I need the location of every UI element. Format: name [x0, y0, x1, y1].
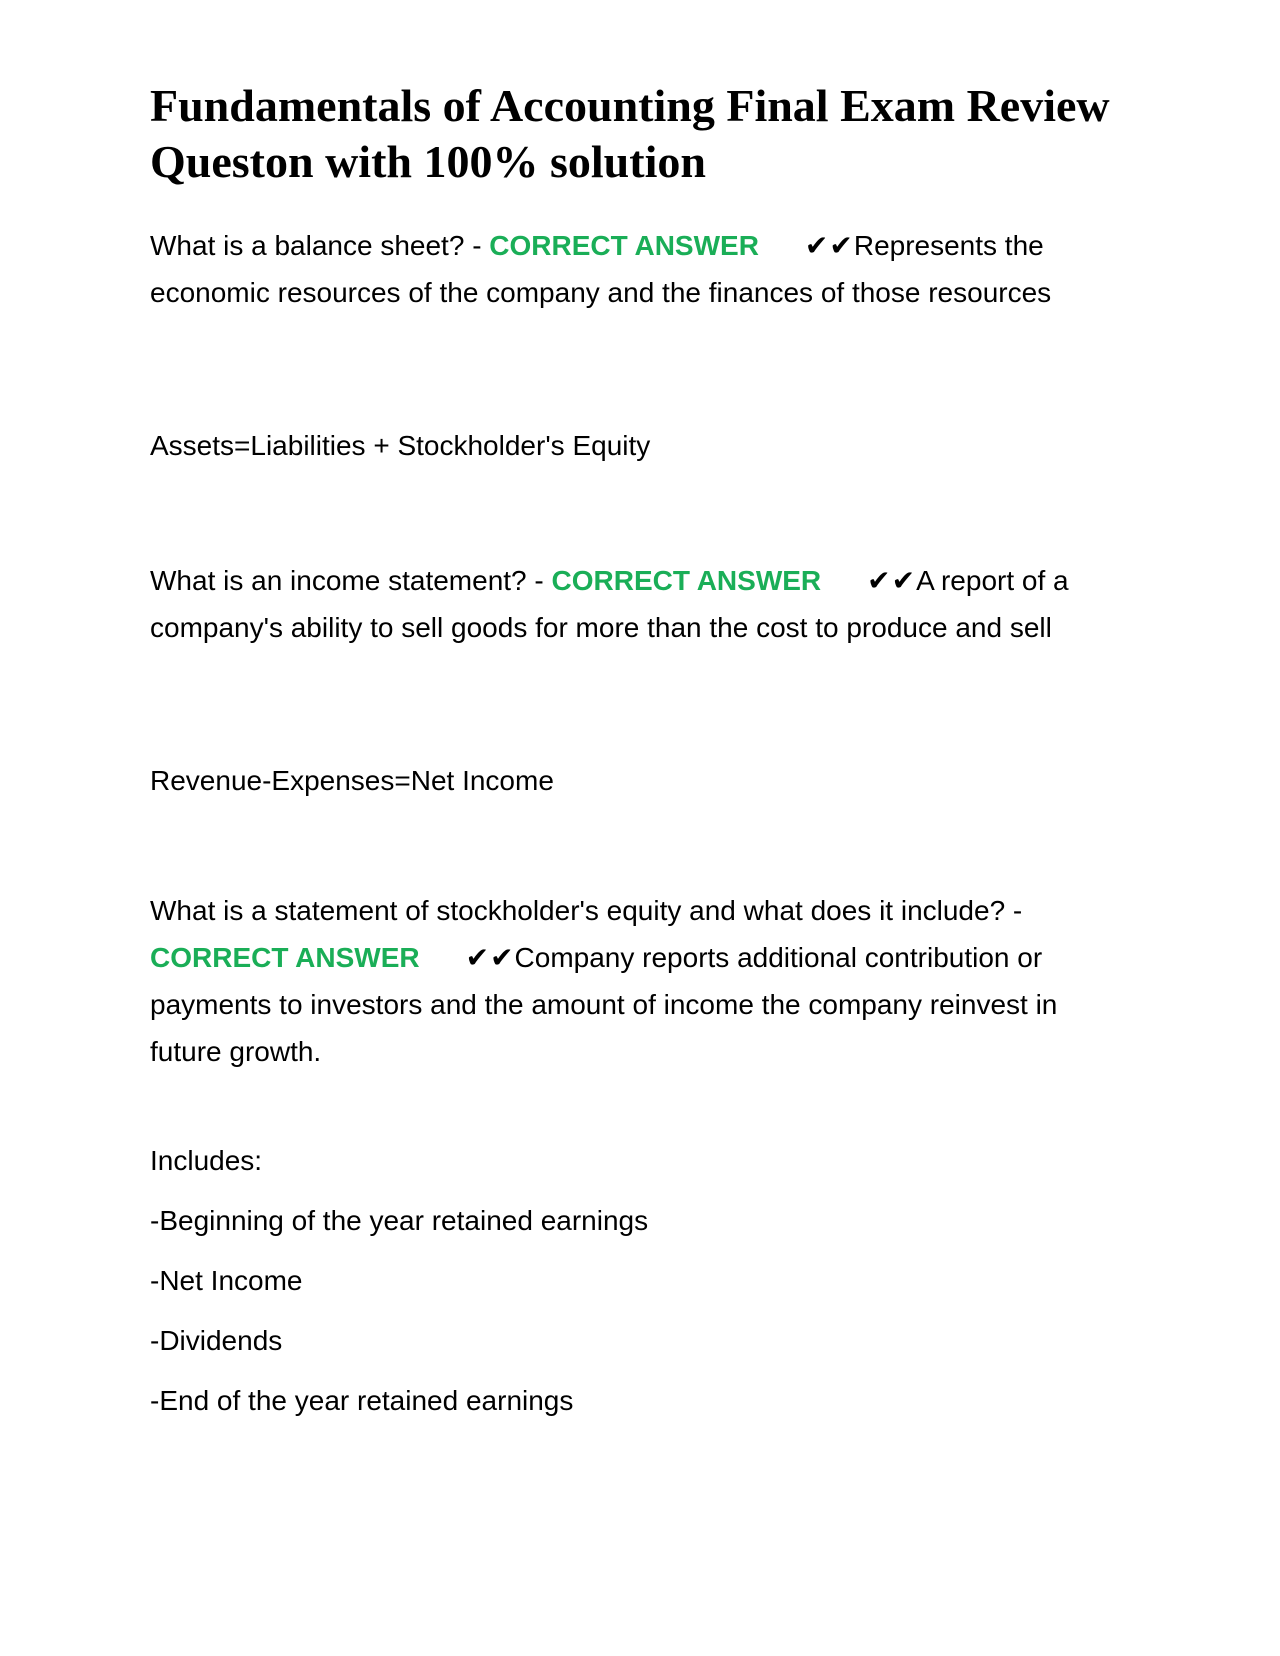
question-text: What is an income statement? -	[150, 565, 552, 596]
answer-text: Represents the economic resources of the company and the finances of those resources	[150, 230, 1052, 308]
qa-balance-sheet	[150, 222, 1130, 316]
question-text: What is a statement of stockholder's equity and what does it include? -	[150, 895, 1023, 926]
question-text: What is a balance sheet? -	[150, 230, 490, 261]
qa-income-statement	[150, 557, 1130, 651]
correct-answer-label: CORRECT ANSWER	[551, 565, 822, 596]
formula-income: Revenue-Expenses=Net Income	[150, 765, 554, 796]
correct-answer-label: CORRECT ANSWER	[150, 942, 420, 973]
answer-text: A report of a company's ability to sell goods for more than the cost to produce and sell	[150, 565, 1069, 643]
includes-item: -Dividends	[150, 1325, 283, 1356]
qa-stockholders-equity	[150, 887, 1130, 1075]
includes-heading: Includes:	[150, 1145, 263, 1176]
answer-text: Company reports additional contribution or payments to investors and the amount of income the company reinvest in future growth.	[150, 942, 1058, 1067]
check-mark-icon: ✔✔	[804, 230, 854, 261]
correct-answer-label: CORRECT ANSWER	[489, 230, 759, 261]
includes-item: -Beginning of the year retained earnings	[150, 1205, 649, 1236]
includes-item: -Net Income	[150, 1265, 303, 1296]
check-mark-icon: ✔✔	[465, 942, 515, 973]
includes-item: -End of the year retained earnings	[150, 1385, 574, 1416]
document-title: Fundamentals of Accounting Final Exam Review Queston with 100% solution	[150, 80, 1110, 187]
formula-balance: Assets=Liabilities + Stockholder's Equity	[150, 430, 651, 461]
check-mark-icon: ✔✔	[867, 565, 917, 596]
